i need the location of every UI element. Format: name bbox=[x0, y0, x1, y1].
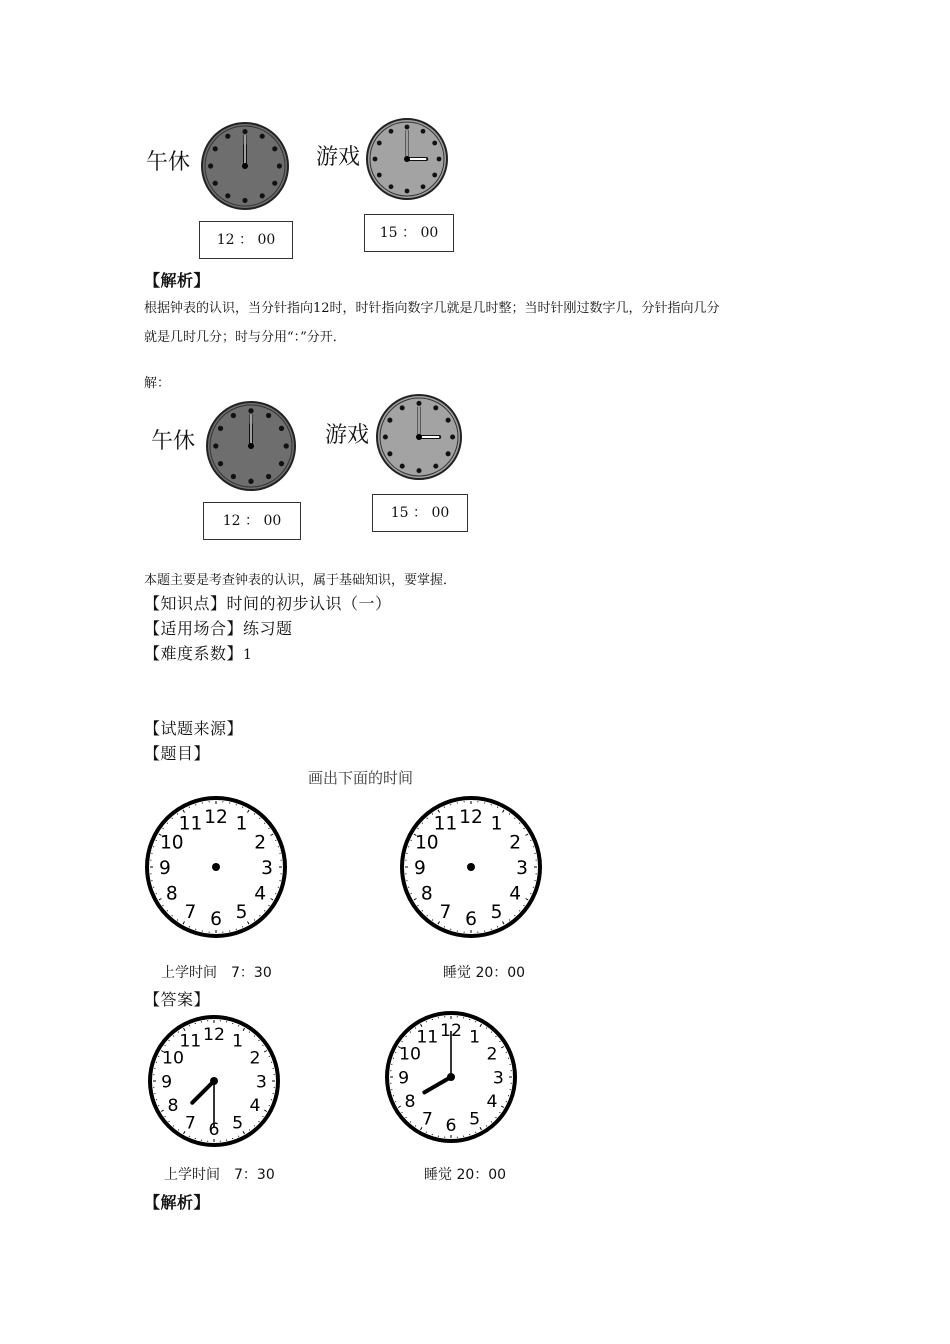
hour-dot bbox=[213, 443, 218, 448]
clock-numeral: 3 bbox=[516, 857, 528, 879]
minute-tick bbox=[418, 905, 419, 906]
game-clock-gray bbox=[365, 117, 449, 201]
nap-time-box-2: 12 ： 00 bbox=[203, 502, 301, 540]
hour-dot bbox=[213, 146, 218, 151]
minute-tick bbox=[422, 823, 423, 824]
clock-numeral: 10 bbox=[398, 1044, 421, 1065]
school-clock-answer bbox=[147, 1014, 281, 1148]
difficulty bbox=[144, 641, 252, 664]
school-clock-blank bbox=[144, 795, 288, 939]
clock-numeral: 3 bbox=[261, 857, 273, 879]
minute-tick bbox=[415, 1126, 416, 1127]
clock-numeral: 1 bbox=[490, 813, 503, 835]
clock-center bbox=[416, 434, 422, 440]
minute-tick bbox=[163, 828, 164, 829]
nap-clock-gray-2 bbox=[205, 400, 297, 492]
game-label-2: 游戏 bbox=[325, 423, 370, 448]
clock-numeral: 2 bbox=[249, 1048, 261, 1069]
minute-tick bbox=[491, 1032, 492, 1033]
minute-tick bbox=[432, 920, 433, 921]
hour-dot bbox=[242, 129, 247, 134]
hour-dot bbox=[225, 134, 230, 139]
clock-numeral: 8 bbox=[420, 883, 433, 905]
clock-numeral: 9 bbox=[414, 857, 426, 879]
hour-dot bbox=[272, 146, 277, 151]
nap-time-box: 12 ： 00 bbox=[199, 221, 293, 259]
hour-dot bbox=[421, 129, 426, 134]
minute-tick bbox=[264, 910, 265, 911]
minute-tick bbox=[519, 823, 520, 824]
hour-dot bbox=[231, 474, 236, 479]
minute-tick bbox=[249, 1032, 250, 1033]
clock-numeral: 11 bbox=[433, 813, 458, 835]
hour-dot bbox=[377, 141, 382, 146]
minute-tick bbox=[406, 1036, 407, 1037]
analysis-2-header: 【解析】 bbox=[144, 1193, 211, 1212]
hour-dot bbox=[279, 426, 284, 431]
sleep-clock-blank bbox=[399, 795, 543, 939]
clock-numeral: 8 bbox=[165, 883, 178, 905]
minute-tick bbox=[172, 818, 173, 819]
sleep-clock-answer bbox=[384, 1010, 518, 1144]
solution-label: 解： bbox=[144, 376, 171, 391]
clock-numeral: 8 bbox=[404, 1092, 416, 1113]
hour-dot bbox=[446, 451, 451, 456]
hour-dot bbox=[432, 141, 437, 146]
usage-scenario: 【适用场合】练习题 bbox=[144, 619, 293, 638]
minute-tick bbox=[172, 915, 173, 916]
minute-tick bbox=[427, 915, 428, 916]
minute-tick bbox=[169, 1121, 170, 1122]
minute-tick bbox=[491, 1122, 492, 1123]
clock-numeral: 7 bbox=[184, 1113, 196, 1134]
hour-dot bbox=[272, 181, 277, 186]
minute-tick bbox=[263, 1116, 264, 1117]
hour-dot bbox=[260, 134, 265, 139]
hour-dot bbox=[260, 193, 265, 198]
clock-numeral: 1 bbox=[469, 1027, 481, 1048]
clock-numeral: 2 bbox=[254, 832, 267, 854]
clock-numeral: 12 bbox=[440, 1021, 462, 1042]
answer-caption-sleep: 睡觉 20：00 bbox=[424, 1167, 507, 1183]
hour-dot bbox=[373, 157, 378, 162]
minute-tick bbox=[173, 1126, 174, 1127]
hour-dot bbox=[446, 418, 451, 423]
hour-dot bbox=[387, 418, 392, 423]
minute-tick bbox=[254, 920, 255, 921]
analysis-header: 【解析】 bbox=[144, 271, 211, 290]
clock-numeral: 6 bbox=[208, 1119, 220, 1140]
clock-numeral: 10 bbox=[159, 832, 184, 854]
minute-tick bbox=[406, 1117, 407, 1118]
minute-tick bbox=[254, 1036, 255, 1037]
clock-center bbox=[212, 863, 220, 871]
minute-tick bbox=[173, 1036, 174, 1037]
hour-dot bbox=[433, 464, 438, 469]
hour-dot bbox=[231, 413, 236, 418]
minute-tick bbox=[500, 1041, 501, 1042]
minute-tick bbox=[167, 910, 168, 911]
question-title: 【题目】 bbox=[144, 744, 211, 763]
difficulty-label: 【难度系数】 bbox=[144, 644, 244, 663]
hour-dot bbox=[277, 163, 282, 168]
hour-dot bbox=[400, 464, 405, 469]
hour-dot bbox=[377, 173, 382, 178]
hour-dot bbox=[433, 405, 438, 410]
hour-dot bbox=[284, 443, 289, 448]
hour-dot bbox=[242, 198, 247, 203]
minute-tick bbox=[496, 1036, 497, 1037]
analysis-line-2: 就是几时几分；时与分用“：”分开． bbox=[144, 330, 346, 345]
minute-tick bbox=[486, 1126, 487, 1127]
minute-tick bbox=[500, 1112, 501, 1113]
clock-numeral: 4 bbox=[486, 1092, 498, 1113]
clock-numeral: 8 bbox=[167, 1096, 179, 1117]
minute-tick bbox=[178, 1130, 179, 1131]
clock-numeral: 2 bbox=[509, 832, 522, 854]
hour-dot bbox=[416, 468, 421, 473]
clock-numeral: 9 bbox=[398, 1068, 410, 1089]
clock-center bbox=[404, 156, 410, 162]
minute-tick bbox=[402, 1112, 403, 1113]
minute-tick bbox=[427, 818, 428, 819]
hour-dot bbox=[405, 125, 410, 130]
clock-numeral: 12 bbox=[203, 1025, 225, 1046]
hour-dot bbox=[450, 434, 455, 439]
clock-numeral: 11 bbox=[178, 813, 203, 835]
minute-tick bbox=[418, 828, 419, 829]
minute-tick bbox=[263, 1045, 264, 1046]
minute-tick bbox=[249, 1130, 250, 1131]
hour-dot bbox=[421, 184, 426, 189]
clock-numeral: 4 bbox=[254, 883, 267, 905]
minute-tick bbox=[524, 905, 525, 906]
minute-tick bbox=[410, 1032, 411, 1033]
hour-dot bbox=[432, 173, 437, 178]
clock-center bbox=[248, 443, 254, 449]
clock-numeral: 7 bbox=[184, 902, 197, 924]
clock-numeral: 12 bbox=[204, 806, 228, 828]
minute-tick bbox=[496, 1117, 497, 1118]
minute-tick bbox=[486, 1028, 487, 1029]
hour-dot bbox=[416, 401, 421, 406]
clock-numeral: 10 bbox=[414, 832, 439, 854]
minute-tick bbox=[259, 915, 260, 916]
minute-tick bbox=[509, 814, 510, 815]
hour-dot bbox=[225, 193, 230, 198]
hour-dot bbox=[218, 461, 223, 466]
minute-tick bbox=[167, 823, 168, 824]
clock-numeral: 1 bbox=[232, 1031, 244, 1052]
minute-tick bbox=[514, 818, 515, 819]
minute-tick bbox=[163, 905, 164, 906]
hour-dot bbox=[279, 461, 284, 466]
clock-numeral: 1 bbox=[235, 813, 248, 835]
minute-tick bbox=[259, 1040, 260, 1041]
minute-tick bbox=[509, 920, 510, 921]
clock-numeral: 3 bbox=[255, 1072, 267, 1093]
hour-dot bbox=[208, 163, 213, 168]
minute-tick bbox=[254, 814, 255, 815]
hour-dot bbox=[248, 408, 253, 413]
nap-label-2: 午休 bbox=[151, 429, 196, 454]
clock-numeral: 12 bbox=[459, 806, 483, 828]
minute-tick bbox=[524, 828, 525, 829]
hour-dot bbox=[437, 157, 442, 162]
minute-tick bbox=[519, 910, 520, 911]
clock-numeral: 6 bbox=[465, 908, 477, 930]
clock-numeral: 6 bbox=[210, 908, 222, 930]
hour-dot bbox=[266, 413, 271, 418]
clock-numeral: 9 bbox=[159, 857, 171, 879]
clock-numeral: 2 bbox=[486, 1044, 498, 1065]
game-clock-gray-2 bbox=[375, 393, 463, 481]
minute-tick bbox=[259, 1121, 260, 1122]
minute-tick bbox=[514, 915, 515, 916]
hour-dot bbox=[405, 189, 410, 194]
nap-label: 午休 bbox=[146, 150, 191, 175]
minute-tick bbox=[177, 920, 178, 921]
game-time-box-2: 15 ： 00 bbox=[372, 494, 468, 532]
clock-numeral: 6 bbox=[445, 1115, 457, 1136]
clock-numeral: 10 bbox=[161, 1048, 184, 1069]
clock-center bbox=[242, 163, 248, 169]
clock-numeral: 5 bbox=[490, 902, 503, 924]
minute-tick bbox=[165, 1116, 166, 1117]
clock-numeral: 4 bbox=[249, 1096, 261, 1117]
minute-tick bbox=[254, 1126, 255, 1127]
clock-numeral: 3 bbox=[492, 1068, 504, 1089]
summary-text: 本题主要是考查钟表的认识，属于基础知识，要掌握． bbox=[144, 573, 457, 588]
answer-header: 【答案】 bbox=[144, 990, 211, 1009]
difficulty-value: 1 bbox=[243, 647, 253, 663]
question-caption-sleep: 睡觉 20：00 bbox=[443, 965, 526, 981]
hour-dot bbox=[389, 129, 394, 134]
minute-tick bbox=[169, 1040, 170, 1041]
clock-numeral: 11 bbox=[416, 1027, 439, 1048]
answer-caption-school: 上学时间 7：30 bbox=[164, 1167, 275, 1183]
minute-tick bbox=[269, 828, 270, 829]
game-time-box: 15 ： 00 bbox=[364, 214, 454, 252]
hour-dot bbox=[383, 434, 388, 439]
minute-tick bbox=[259, 818, 260, 819]
question-caption-school: 上学时间 7：30 bbox=[161, 965, 272, 981]
clock-center bbox=[447, 1073, 455, 1081]
hour-dot bbox=[266, 474, 271, 479]
question-source: 【试题来源】 bbox=[144, 719, 244, 738]
minute-tick bbox=[269, 905, 270, 906]
minute-tick bbox=[165, 1045, 166, 1046]
clock-numeral: 7 bbox=[421, 1109, 433, 1130]
clock-numeral: 7 bbox=[439, 902, 452, 924]
clock-numeral: 5 bbox=[232, 1113, 244, 1134]
nap-clock-gray bbox=[200, 121, 290, 211]
clock-numeral: 9 bbox=[161, 1072, 173, 1093]
analysis-line-1: 根据钟表的认识，当分针指向12时，时针指向数字几就是几时整；当时针刚过数字几，分针指向几分 bbox=[144, 301, 720, 316]
hour-dot bbox=[218, 426, 223, 431]
hour-dot bbox=[387, 451, 392, 456]
hour-dot bbox=[400, 405, 405, 410]
minute-tick bbox=[264, 823, 265, 824]
hour-dot bbox=[389, 184, 394, 189]
clock-numeral: 11 bbox=[179, 1031, 202, 1052]
clock-center bbox=[210, 1077, 218, 1085]
clock-numeral: 5 bbox=[469, 1109, 481, 1130]
game-label: 游戏 bbox=[316, 145, 361, 170]
minute-tick bbox=[422, 910, 423, 911]
clock-numeral: 5 bbox=[235, 902, 248, 924]
clock-center bbox=[467, 863, 475, 871]
minute-tick bbox=[402, 1041, 403, 1042]
question-instruction: 画出下面的时间 bbox=[308, 769, 414, 787]
knowledge-point: 【知识点】时间的初步认识（一） bbox=[144, 594, 392, 613]
minute-tick bbox=[410, 1122, 411, 1123]
clock-numeral: 4 bbox=[509, 883, 522, 905]
hour-dot bbox=[248, 479, 253, 484]
hour-dot bbox=[213, 181, 218, 186]
